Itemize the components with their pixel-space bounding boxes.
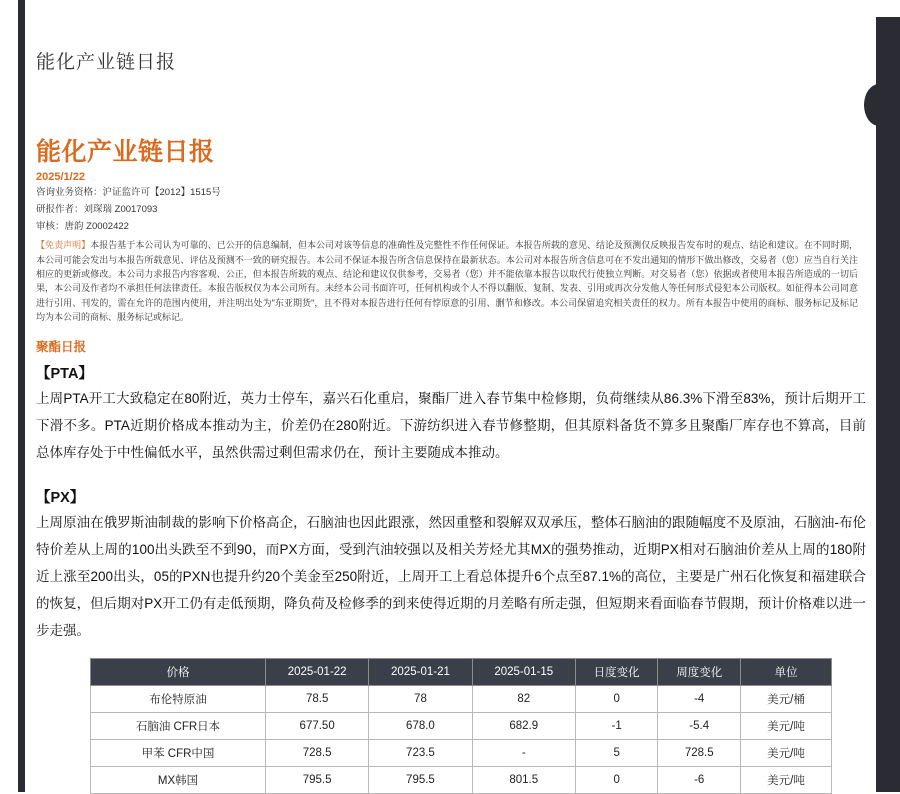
- right-side-panel: [876, 17, 900, 792]
- block-spacer: [36, 466, 872, 479]
- table-cell-name: 甲苯 CFR中国: [91, 739, 266, 766]
- table-cell: 677.50: [266, 712, 369, 739]
- table-cell: 5: [575, 739, 658, 766]
- table-cell: 678.0: [369, 712, 472, 739]
- price-table: [90, 658, 832, 794]
- block-heading-pta: 【PTA】: [36, 365, 93, 382]
- table-header-cell: 单位: [741, 658, 832, 685]
- table-cell-name: 石脑油 CFR日本: [91, 712, 266, 739]
- table-header-cell: 2025-01-21: [369, 658, 472, 685]
- table-cell-name: MX韩国: [91, 766, 266, 793]
- report-author: 研报作者：刘琛瑞 Z0017093: [36, 203, 158, 215]
- block-text-px: 上周原油在俄罗斯油制裁的影响下价格高企，石脑油也因此跟涨，然因重整和裂解双双承压，整体石脑油的跟随幅度不及原油，石脑油-布伦特价差从上周的100出头跌至不到90，而PX方面，受到汽油较强以及相关芳烃尤其MX的强势推动，近期PX相对石脑油价差从上周的180附近上涨至200出头，05的PXN也提升约20个美金至250附近，上周开工上看总体提升6个点至87.1%的高位，主要是广州石化恢复和福建联合的恢复，但后期对PX开工仍有走低预期，降负荷及检修季的到来使得近期的月差略有所走强，但短期来看面临春节假期，预计价格难以进一步走强。: [36, 514, 866, 638]
- table-header-cell: 2025-01-22: [266, 658, 369, 685]
- table-cell: 728.5: [658, 739, 741, 766]
- table-row: [91, 739, 832, 766]
- table-header-cell: 价格: [91, 658, 266, 685]
- table-cell: 82: [472, 685, 575, 712]
- table-cell: 0: [575, 685, 658, 712]
- disclaimer-text: [36, 238, 858, 324]
- table-cell: 795.5: [266, 766, 369, 793]
- disclaimer-body: 本报告基于本公司认为可靠的、已公开的信息编制，但本公司对该等信息的准确性及完整性不作任何保证。本报告所载的意见、结论及预测仅反映报告发布时的观点、结论和建议。在不同时期，本公司可能会发出与本报告所载意见、评估及预测不一致的研究报告。本公司不保证本报告所含信息保持在最新状态。本公司对本报告所含信息可在不发出通知的情形下做出修改，交易者（您）应当自行关注相应的更新或修改。本公司力求报告内容客观、公正，但本报告所载的观点、结论和建议仅供参考，交易者（您）并不能依靠本报告以取代行使独立判断。对交易者（您）依据或者使用本报告所造成的一切后果，本公司及作者均不承担任何法律责任。本报告版权仅为本公司所有。未经本公司书面许可，任何机构或个人不得以翻版、复制、发表、引用或再次分发他人等任何形式侵犯本公司版权。如征得本公司同意进行引用、刊发的，需在允许的范围内使用，并注明出处为"东亚期货"，且不得对本报告进行任何有悖原意的引用、删节和修改。本公司保留追究相关责任的权力。所有本报告中使用的商标、服务标记及标记均为本公司的商标、服务标记或标记。: [36, 240, 858, 323]
- table-header-cell: 2025-01-15: [472, 658, 575, 685]
- document-content: [36, 0, 872, 792]
- table-row: [91, 712, 832, 739]
- disclaimer-heading: 【免责声明】: [36, 240, 91, 251]
- table-cell-unit: 美元/吨: [741, 766, 832, 793]
- table-cell-unit: 美元/吨: [741, 739, 832, 766]
- table-row: [91, 685, 832, 712]
- table-cell-unit: 美元/桶: [741, 685, 832, 712]
- report-reviewer: 审核：唐韵 Z0002422: [36, 220, 129, 232]
- table-cell: -5.4: [658, 712, 741, 739]
- section-title: 聚酯日报: [36, 339, 87, 354]
- table-cell: -4: [658, 685, 741, 712]
- table-cell: 78.5: [266, 685, 369, 712]
- table-cell: 0: [575, 766, 658, 793]
- table-cell: 723.5: [369, 739, 472, 766]
- table-cell: 728.5: [266, 739, 369, 766]
- report-qualification: 咨询业务资格：沪证监许可【2012】1515号: [36, 187, 221, 198]
- table-header-cell: 日度变化: [575, 658, 658, 685]
- table-cell: -6: [658, 766, 741, 793]
- table-cell: 682.9: [472, 712, 575, 739]
- table-cell: 78: [369, 685, 472, 712]
- table-cell-unit: 美元/吨: [741, 712, 832, 739]
- table-header-row: [91, 658, 832, 685]
- report-header: [36, 132, 872, 233]
- page-title: 能化产业链日报: [36, 52, 177, 73]
- left-gutter-bar: [18, 0, 25, 792]
- table-cell: 795.5: [369, 766, 472, 793]
- block-heading-px: 【PX】: [36, 489, 85, 506]
- table-cell: -1: [575, 712, 658, 739]
- table-row: [91, 766, 832, 793]
- block-text-pta: 上周PTA开工大致稳定在80附近，英力士停车，嘉兴石化重启，聚酯厂进入春节集中检修期，负荷继续从86.3%下滑至83%，预计后期开工下滑不多。PTA近期价格成本推动为主，价差仍在280附近。下游纺织进入春节修整期，但其原料备货不算多且聚酯厂库存也不算高，目前总体库存处于中性偏低水平，虽然供需过剩但需求仍在，预计主要随成本推动。: [36, 390, 866, 460]
- table-cell: 801.5: [472, 766, 575, 793]
- table-cell-name: 布伦特原油: [91, 685, 266, 712]
- table-header-cell: 周度变化: [658, 658, 741, 685]
- table-cell: -: [472, 739, 575, 766]
- report-title: 能化产业链日报: [36, 138, 215, 166]
- report-date: 2025/1/22: [36, 171, 85, 183]
